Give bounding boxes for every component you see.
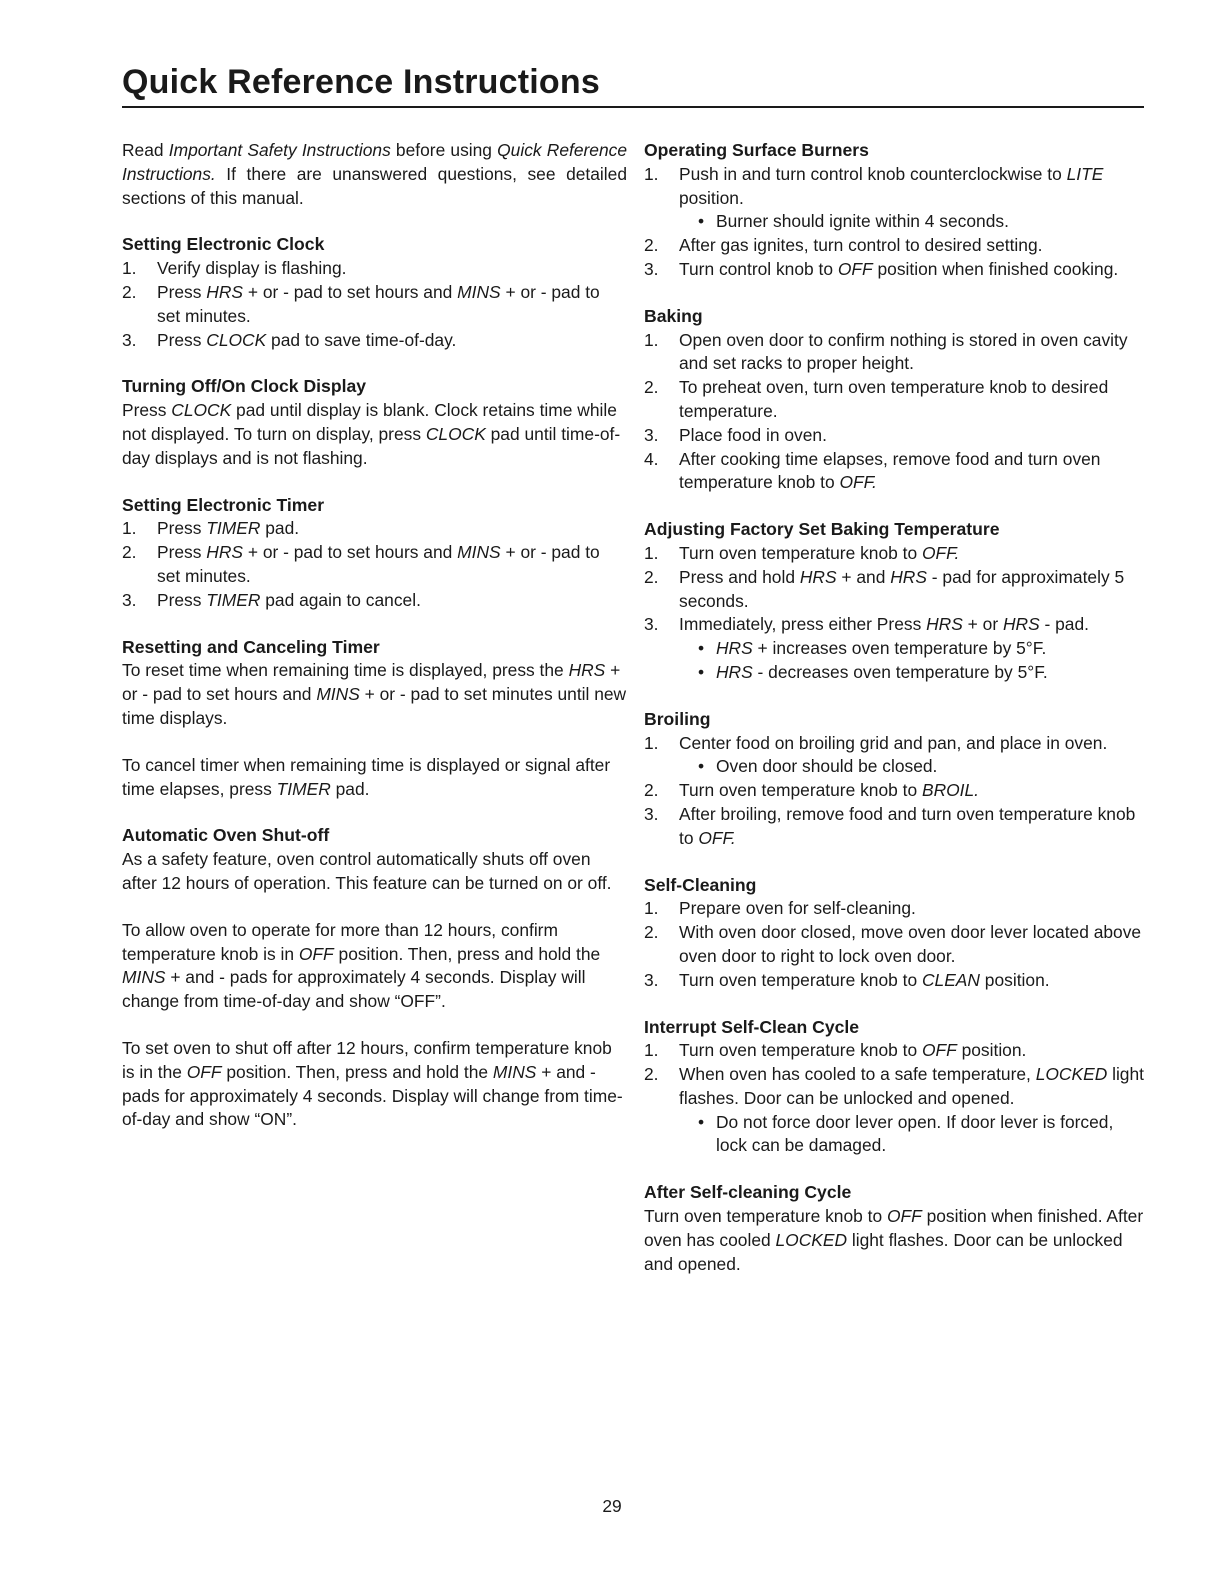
list-item: 2. When oven has cooled to a safe temperature, LOCKED light flashes. Door can be unlocked and opened. • Do not force door lever open. If door lever is forced, lock can be damaged. — [644, 1063, 1144, 1158]
bullet-item: • Burner should ignite within 4 seconds. — [698, 211, 1009, 232]
section-clock-display — [122, 375, 627, 470]
list-item: 2. To preheat oven, turn oven temperature knob to desired temperature. — [644, 377, 1109, 421]
section-self-cleaning — [644, 874, 1144, 993]
section-heading: Broiling — [644, 708, 711, 729]
section-setting-timer — [122, 494, 627, 613]
paragraph: As a safety feature, oven control automatically shuts off oven after 12 hours of operation. This feature can be turned on or off. — [122, 849, 612, 893]
list-item: 1. Press TIMER pad. — [122, 518, 300, 539]
list-item: 1. Verify display is flashing. — [122, 258, 347, 279]
list-item: 3. Immediately, press either Press HRS + or HRS - pad. • HRS + increases oven temperature by 5°F. • HRS - decreases oven temperature by 5°F. — [644, 613, 1144, 684]
section-heading: Baking — [644, 305, 703, 326]
list-item: 1. Prepare oven for self-cleaning. — [644, 898, 916, 919]
section-baking — [644, 305, 1144, 495]
section-adjust-temperature — [644, 518, 1144, 685]
title-rule — [122, 106, 1144, 108]
page-number: 29 — [602, 1496, 622, 1516]
bullet-item: • Oven door should be closed. — [698, 756, 938, 777]
paragraph: To reset time when remaining time is displayed, press the HRS + or - pad to set hours and MINS + or - pad to set minutes until new time displays. — [122, 660, 627, 728]
bullet-item: • HRS - decreases oven temperature by 5°F. — [698, 661, 1048, 682]
list-item: 3. Turn control knob to OFF position when finished cooking. — [644, 258, 1119, 279]
left-column — [122, 139, 627, 1155]
right-column — [644, 139, 1144, 1299]
list-item: 1. Open oven door to confirm nothing is stored in oven cavity and set racks to proper height. — [644, 329, 1128, 374]
paragraph: To allow oven to operate for more than 12 hours, confirm temperature knob is in OFF position. Then, press and hold the MINS + and - pads for approximately 4 seconds. Display will change from time-of-day and show “OFF”. — [122, 919, 601, 1012]
paragraph: Turn oven temperature knob to OFF position when finished. After oven has cooled LOCKED light flashes. Door can be unlocked and opened. — [644, 1206, 1144, 1274]
list-item: 1. Push in and turn control knob counterclockwise to LITE position. • Burner should ignite within 4 seconds. — [644, 163, 1144, 234]
list-item: 1. Turn oven temperature knob to OFF. — [644, 542, 960, 563]
section-reset-timer — [122, 636, 627, 802]
list-item: 4. After cooking time elapses, remove food and turn oven temperature knob to OFF. — [644, 448, 1101, 493]
bullet-item: • HRS + increases oven temperature by 5°F. — [698, 638, 1047, 659]
list-item: 2. With oven door closed, move oven door lever located above oven door to right to lock oven door. — [644, 922, 1142, 966]
section-interrupt-self-clean — [644, 1016, 1144, 1159]
section-heading: Resetting and Canceling Timer — [122, 636, 380, 657]
intro-paragraph: Read Important Safety Instructions before using Quick Reference Instructions. If there are unanswered questions, see detailed sections of this manual. — [122, 140, 627, 208]
section-heading: Self-Cleaning — [644, 874, 757, 895]
list-item: 3. Turn oven temperature knob to CLEAN position. — [644, 969, 1050, 990]
list-item: 3. After broiling, remove food and turn oven temperature knob to OFF. — [644, 803, 1136, 848]
list-item: 2. Press HRS + or - pad to set hours and MINS + or - pad to set minutes. — [122, 281, 600, 326]
list-item: 1. Center food on broiling grid and pan, and place in oven. • Oven door should be closed. — [644, 732, 1144, 780]
section-heading: Adjusting Factory Set Baking Temperature — [644, 519, 1000, 540]
paragraph: To cancel timer when remaining time is displayed or signal after time elapses, press TIMER pad. — [122, 754, 611, 799]
list-item: 2. Press and hold HRS + and HRS - pad for approximately 5 seconds. — [644, 566, 1125, 611]
section-setting-clock — [122, 233, 627, 352]
section-after-self-cleaning — [644, 1181, 1144, 1276]
section-heading: Automatic Oven Shut-off — [122, 825, 330, 846]
list-item: 3. Press TIMER pad again to cancel. — [122, 589, 421, 610]
section-heading: After Self-cleaning Cycle — [644, 1182, 852, 1203]
section-auto-shutoff — [122, 824, 627, 1132]
list-item: 2. Press HRS + or - pad to set hours and MINS + or - pad to set minutes. — [122, 542, 600, 586]
section-heading: Turning Off/On Clock Display — [122, 376, 367, 397]
list-item: 3. Place food in oven. — [644, 424, 827, 445]
list-item: 3. Press CLOCK pad to save time-of-day. — [122, 329, 457, 350]
bullet-item: • Do not force door lever open. If door lever is forced, lock can be damaged. — [698, 1111, 1114, 1156]
page-title: Quick Reference Instructions — [122, 63, 600, 101]
section-surface-burners — [644, 139, 1144, 282]
section-heading: Setting Electronic Clock — [122, 234, 325, 255]
section-heading: Interrupt Self-Clean Cycle — [644, 1016, 860, 1037]
paragraph: Press CLOCK pad until display is blank. Clock retains time while not displayed. To turn on display, press CLOCK pad until time-of-day displays and is not flashing. — [122, 400, 621, 468]
paragraph: To set oven to shut off after 12 hours, confirm temperature knob is in the OFF position. Then, press and hold the MINS + and - pads for approximately 4 seconds. Display will change from time-of-day and show “ON”. — [122, 1037, 623, 1130]
section-heading: Operating Surface Burners — [644, 140, 869, 160]
list-item: 2. Turn oven temperature knob to BROIL. — [644, 780, 979, 801]
section-heading: Setting Electronic Timer — [122, 494, 325, 515]
list-item: 1. Turn oven temperature knob to OFF position. — [644, 1040, 1027, 1061]
list-item: 2. After gas ignites, turn control to desired setting. — [644, 235, 1043, 256]
section-broiling — [644, 708, 1144, 851]
